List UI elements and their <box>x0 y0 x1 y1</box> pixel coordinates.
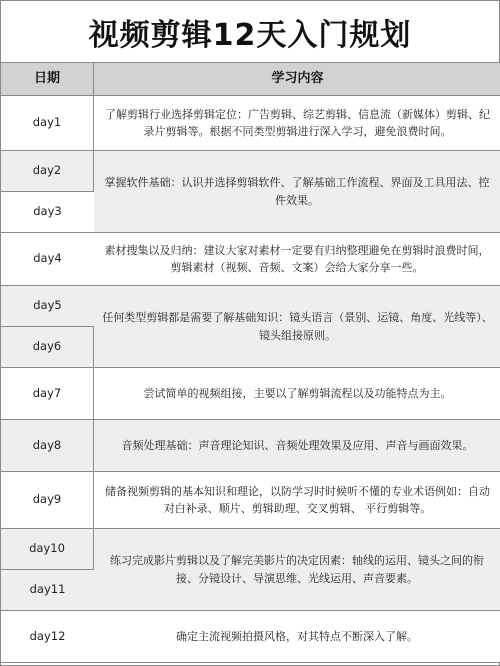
content-cell-9: 确定主流视频拍摄风格，对其特点不断深入了解。 <box>94 611 500 663</box>
day-cell-12: day12 <box>1 611 94 663</box>
page-title: 视频剪辑12天入门规划 <box>1 1 499 63</box>
day-cell-4: day4 <box>1 233 94 286</box>
day-cell-3: day3 <box>1 192 94 233</box>
day-cell-1: day1 <box>1 96 94 151</box>
plan-table <box>1 63 500 663</box>
day-cell-8: day8 <box>1 420 94 472</box>
day-cell-9: day9 <box>1 472 94 529</box>
day-cell-6: day6 <box>1 327 94 368</box>
content-cell-7: 储备视频剪辑的基本知识和理论，以防学习时时候听不懂的专业术语例如：自动对白补录、顺片、剪辑助理、交叉剪辑、 平行剪辑等。 <box>94 472 500 529</box>
content-cell-5: 尝试简单的视频组接，主要以了解剪辑流程以及功能特点为主。 <box>94 368 500 420</box>
content-cell-2: 掌握软件基础：认识并选择剪辑软件、了解基础工作流程、界面及工具用法、控件效果。 <box>94 151 500 233</box>
content-cell-1: 了解剪辑行业选择剪辑定位：广告剪辑、综艺剪辑、信息流（新媒体）剪辑、纪录片剪辑等。根据不同类型剪辑进行深入学习，避免浪费时间。 <box>94 96 500 151</box>
content-cell-4: 任何类型剪辑都是需要了解基础知识：镜头语言（景别、运镜、角度、光线等）、镜头组接原则。 <box>94 286 500 368</box>
header-content: 学习内容 <box>94 63 500 96</box>
content-cell-8: 练习完成影片剪辑以及了解完美影片的决定因素：轴线的运用、镜头之间的衔接、分镜设计、导演思维、光线运用、声音要素。 <box>94 529 500 611</box>
day-cell-5: day5 <box>1 286 94 327</box>
day-cell-10: day10 <box>1 529 94 570</box>
day-cell-7: day7 <box>1 368 94 420</box>
header-date: 日期 <box>1 63 94 96</box>
day-cell-11: day11 <box>1 570 94 611</box>
content-cell-3: 素材搜集以及归纳：建议大家对素材一定要有归纳整理避免在剪辑时浪费时间，剪辑素材（视频、音频、文案）会给大家分享一些。 <box>94 233 500 286</box>
content-cell-6: 音频处理基础：声音理论知识、音频处理效果及应用、声音与画面效果。 <box>94 420 500 472</box>
day-cell-2: day2 <box>1 151 94 192</box>
